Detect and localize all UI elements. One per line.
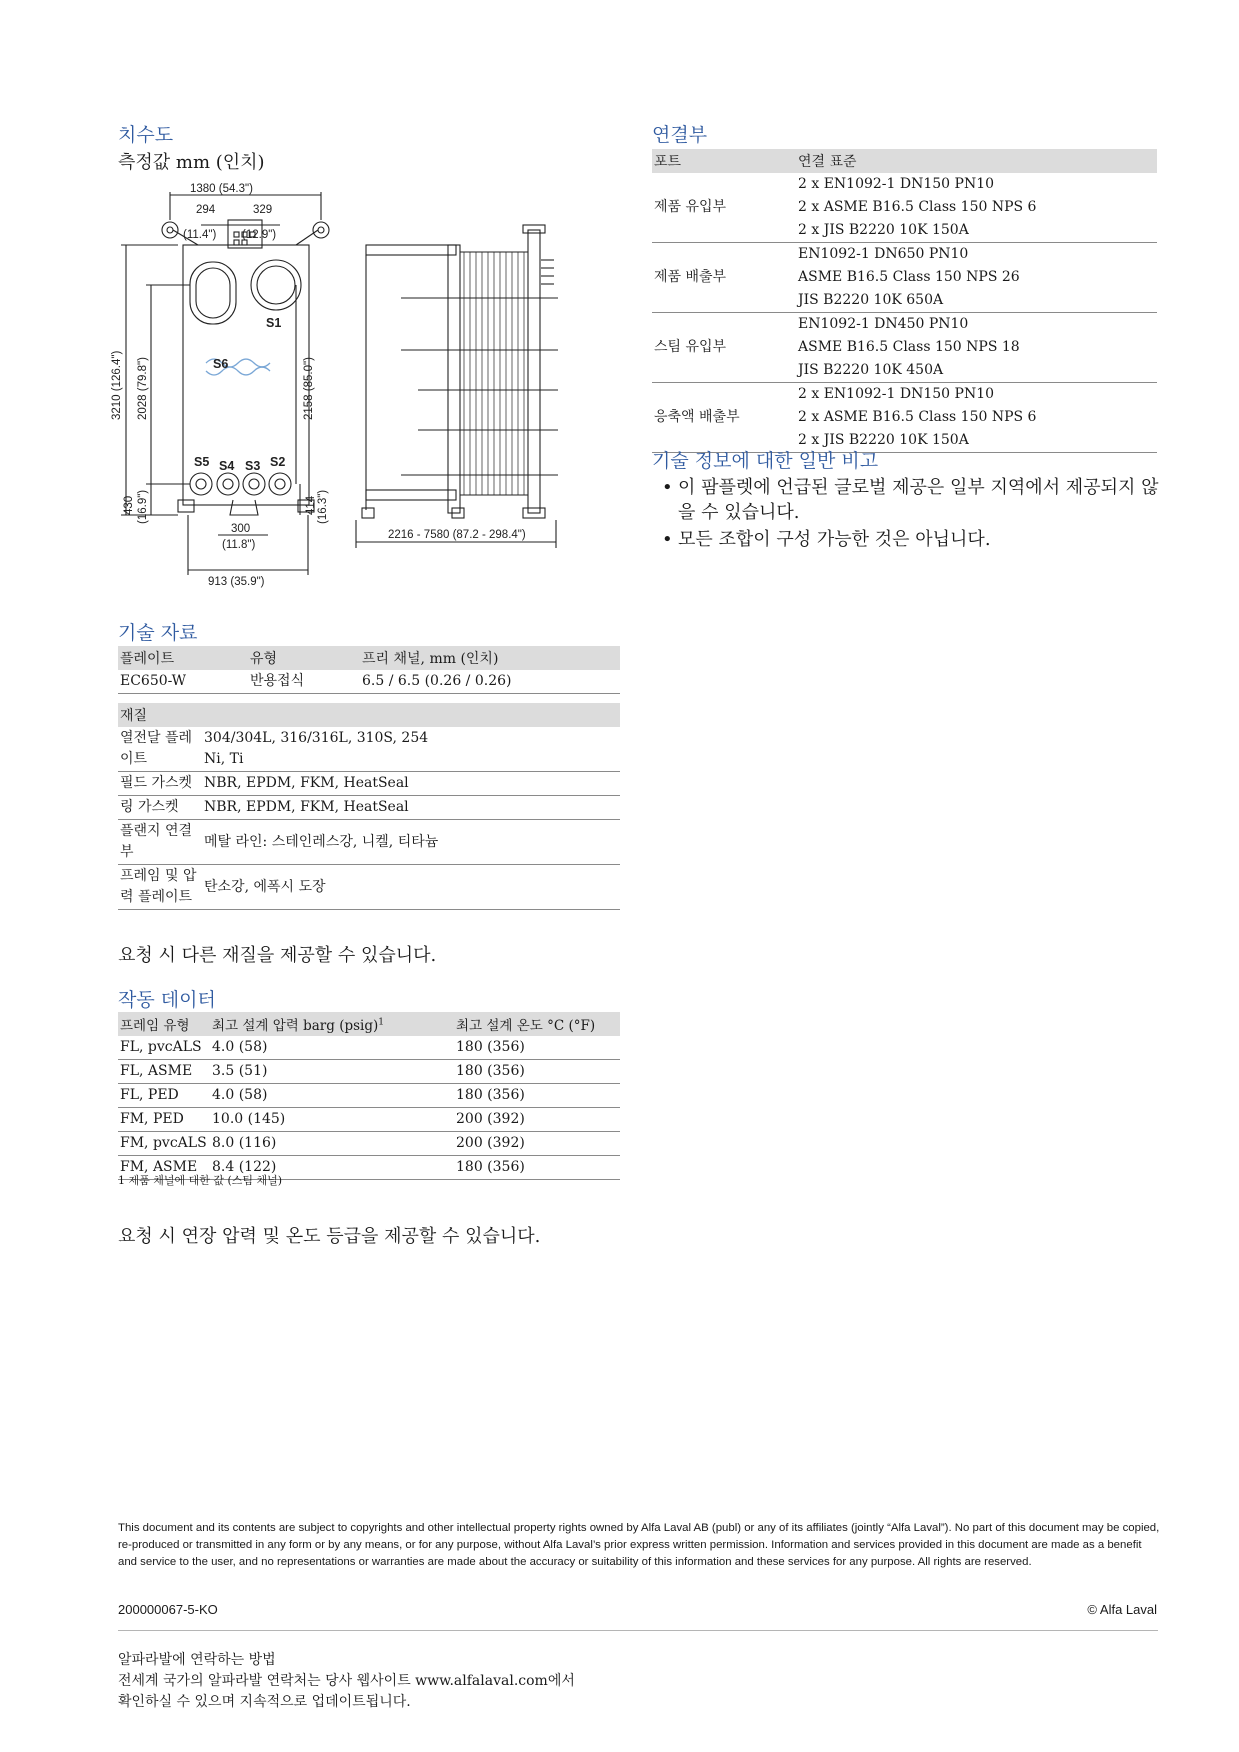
- operating-header-row: [118, 1012, 620, 1036]
- dimensions-heading: 치수도: [118, 124, 174, 146]
- tech-cell: 6.5 / 6.5 (0.26 / 0.26): [360, 670, 620, 694]
- table-row: [118, 1132, 620, 1156]
- dim-width-total: 1380 (54.3"): [190, 183, 253, 195]
- label-s4: S4: [219, 459, 235, 473]
- dim-2158: 2158 (85.0"): [303, 357, 315, 420]
- dim-430: 430: [123, 495, 135, 515]
- dim-329: 329: [253, 204, 273, 216]
- conn-standard: ASME B16.5 Class 150 NPS 18: [798, 339, 1020, 355]
- materials-table: [118, 703, 620, 910]
- table-row: [118, 1084, 620, 1108]
- material-value: NBR, EPDM, FKM, HeatSeal: [202, 796, 620, 820]
- table-row: [118, 820, 620, 865]
- conn-port: 응축액 배출부: [652, 383, 796, 453]
- dim-329-in: (12.9"): [242, 229, 277, 241]
- op-cell: 180 (356): [454, 1036, 620, 1060]
- op-cell: 10.0 (145): [210, 1108, 454, 1132]
- conn-standard: JIS B2220 10K 650A: [796, 289, 1157, 313]
- materials-header-row: [118, 703, 620, 727]
- op-cell: FM, ASME: [118, 1156, 210, 1180]
- conn-standard: 2 x ASME B16.5 Class 150 NPS 6: [798, 199, 1037, 215]
- tech-col-plate: 플레이트: [118, 646, 248, 670]
- material-label: 열전달 플레이트: [118, 727, 202, 772]
- op-cell: 180 (356): [454, 1156, 620, 1180]
- conn-standard: JIS B2220 10K 450A: [796, 359, 1157, 383]
- dim-300-in: (11.8"): [222, 539, 256, 551]
- op-cell: 3.5 (51): [210, 1060, 454, 1084]
- table-row: [118, 727, 620, 772]
- operating-note: 요청 시 연장 압력 및 온도 등급을 제공할 수 있습니다.: [118, 1226, 541, 1247]
- conn-standard: 2 x JIS B2220 10K 150A: [796, 429, 1157, 453]
- material-value: 304/304L, 316/316L, 310S, 254 Ni, Ti: [202, 727, 620, 772]
- footnote-mark: 1: [378, 1017, 384, 1028]
- materials-note: 요청 시 다른 재질을 제공할 수 있습니다.: [118, 945, 437, 966]
- material-label: 링 가스켓: [118, 796, 202, 820]
- op-cell: 4.0 (58): [210, 1036, 454, 1060]
- conn-standard: 2 x JIS B2220 10K 150A: [796, 219, 1157, 243]
- side-frame-plate: [528, 230, 540, 513]
- side-bottom-bar: [366, 490, 456, 500]
- op-cell: 180 (356): [454, 1060, 620, 1084]
- op-col-temperature: 최고 설계 온도 °C (°F): [454, 1012, 620, 1036]
- material-value: NBR, EPDM, FKM, HeatSeal: [202, 772, 620, 796]
- material-label: 플랜지 연결부: [118, 820, 202, 865]
- port-s5: [190, 473, 212, 495]
- table-row: [118, 1060, 620, 1084]
- label-s6: S6: [213, 357, 229, 371]
- dim-2028: 2028 (79.8"): [137, 357, 149, 420]
- conn-standard: 2 x ASME B16.5 Class 150 NPS 6: [798, 409, 1037, 425]
- port-s4: [217, 473, 239, 495]
- material-value: 탄소강, 에폭시 도장: [202, 865, 620, 910]
- tech-col-free-channel: 프리 채널, mm (인치): [360, 646, 620, 670]
- contact-block: [118, 1650, 575, 1713]
- table-row: [118, 865, 620, 910]
- label-s5: S5: [194, 455, 210, 469]
- operating-footnote: 1 제품 채널에 대한 값 (스팀 채널): [118, 1174, 283, 1187]
- connections-header-row: [652, 149, 1157, 173]
- dimension-drawing: [111, 183, 628, 600]
- port-s6-outline: [190, 262, 236, 324]
- conn-col-port: 포트: [652, 149, 796, 173]
- dim-3210: 3210 (126.4"): [111, 350, 123, 420]
- op-col-pressure-text: 최고 설계 압력 barg (psig): [212, 1018, 379, 1034]
- op-cell: 180 (356): [454, 1084, 620, 1108]
- port-s1-outline: [251, 260, 301, 310]
- list-item: [660, 527, 1160, 552]
- conn-standard: 2 x EN1092-1 DN150 PN10: [798, 386, 995, 402]
- op-cell: 200 (392): [454, 1132, 620, 1156]
- dim-length: 2216 - 7580 (87.2 - 298.4"): [388, 529, 526, 541]
- port-s2: [269, 473, 291, 495]
- dim-294-in: (11.4"): [183, 229, 217, 241]
- contact-line-1: 전세계 국가의 알파라발 연락처는 당사 웹사이트 www.alfalaval.com에서: [118, 1673, 575, 1689]
- op-cell: 4.0 (58): [210, 1084, 454, 1108]
- dim-300: 300: [231, 523, 251, 535]
- operating-table: [118, 1012, 620, 1180]
- op-cell: 200 (392): [454, 1108, 620, 1132]
- general-notes-heading: 기술 정보에 대한 일반 비고: [652, 450, 879, 472]
- dimensions-subheading: 측정값 mm (인치): [118, 152, 265, 173]
- op-col-frame: 프레임 유형: [118, 1012, 210, 1036]
- table-row: [652, 313, 1157, 337]
- op-cell: FM, PED: [118, 1108, 210, 1132]
- table-row: [118, 772, 620, 796]
- side-top-bar: [366, 245, 456, 255]
- conn-col-standard: 연결 표준: [796, 149, 1157, 173]
- dim-430-in: (16.9"): [137, 489, 149, 524]
- tech-heading: 기술 자료: [118, 622, 198, 644]
- connections-table: [652, 149, 1157, 453]
- conn-standard: ASME B16.5 Class 150 NPS 26: [798, 269, 1020, 285]
- lift-lug-left: [162, 222, 178, 238]
- materials-header: 재질: [118, 703, 620, 727]
- note-text: 이 팜플렛에 언급된 글로벌 제공은 일부 지역에서 제공되지 않을 수 있습니다.: [678, 477, 1159, 523]
- conn-port: 제품 배출부: [652, 243, 796, 313]
- op-cell: 8.0 (116): [210, 1132, 454, 1156]
- tech-cell: EC650-W: [118, 670, 248, 694]
- legal-notice: This document and its contents are subject to copyrights and other intellectual property rights owned by Alfa Laval AB (publ) or any of its affiliates (jointly “Alfa Laval”). No part of this document may be copied, re-produced or transmitted in any form or by any means, or for any purpose, without Alfa Laval’s prior express written permission. Information and services provided in this document are made as a benefit and service to the user, and no representations or warranties are made about the accuracy or suitability of this information and these services for any purpose. All rights are reserved.: [118, 1522, 1160, 1568]
- op-cell: FL, PED: [118, 1084, 210, 1108]
- connections-heading: 연결부: [652, 124, 708, 146]
- op-col-pressure: [210, 1012, 454, 1036]
- op-cell: FL, pvcALS: [118, 1036, 210, 1060]
- conn-port: 스팀 유입부: [652, 313, 796, 383]
- port-s3: [243, 473, 265, 495]
- side-pressure-plate: [448, 245, 460, 513]
- contact-title: 알파라발에 연락하는 방법: [118, 1652, 276, 1668]
- op-cell: 8.4 (122): [210, 1156, 454, 1180]
- tech-cell: 반용접식: [248, 670, 360, 694]
- table-row: [652, 243, 1157, 267]
- list-item: [660, 475, 1160, 525]
- label-s1: S1: [266, 316, 282, 330]
- operating-heading: 작동 데이터: [118, 989, 216, 1011]
- tech-header-row: [118, 646, 620, 670]
- op-cell: FL, ASME: [118, 1060, 210, 1084]
- table-row: [652, 173, 1157, 196]
- op-cell: FM, pvcALS: [118, 1132, 210, 1156]
- table-row: [118, 1036, 620, 1060]
- label-s2: S2: [270, 455, 286, 469]
- contact-line-2: 확인하실 수 있으며 지속적으로 업데이트됩니다.: [118, 1694, 411, 1710]
- conn-standard: EN1092-1 DN450 PN10: [798, 316, 969, 332]
- bullet-icon: •: [662, 477, 673, 498]
- material-label: 프레임 및 압력 플레이트: [118, 865, 202, 910]
- table-row: [118, 796, 620, 820]
- material-label: 필드 가스켓: [118, 772, 202, 796]
- dim-294: 294: [196, 204, 216, 216]
- material-value: 메탈 라인: 스테인레스강, 니켈, 티타늄: [202, 820, 620, 865]
- general-notes-list: [660, 475, 1160, 554]
- conn-standard: 2 x EN1092-1 DN150 PN10: [798, 176, 995, 192]
- bullet-icon: •: [662, 529, 673, 550]
- conn-port: 제품 유입부: [652, 173, 796, 243]
- tech-table: [118, 646, 620, 694]
- tech-col-type: 유형: [248, 646, 360, 670]
- lift-lug-right: [313, 222, 329, 238]
- dim-414: 414: [305, 495, 317, 515]
- note-text: 모든 조합이 구성 가능한 것은 아닙니다.: [678, 529, 991, 550]
- conn-standard: EN1092-1 DN650 PN10: [798, 246, 969, 262]
- table-row: [118, 670, 620, 694]
- dim-414-in: (16.3"): [317, 489, 329, 524]
- copyright: © Alfa Laval: [1087, 1602, 1157, 1617]
- footer-divider: [118, 1630, 1158, 1631]
- dim-913: 913 (35.9"): [208, 576, 265, 588]
- label-s3: S3: [245, 459, 261, 473]
- table-row: [118, 1108, 620, 1132]
- table-row: [652, 383, 1157, 407]
- document-id: 200000067-5-KO: [118, 1602, 218, 1617]
